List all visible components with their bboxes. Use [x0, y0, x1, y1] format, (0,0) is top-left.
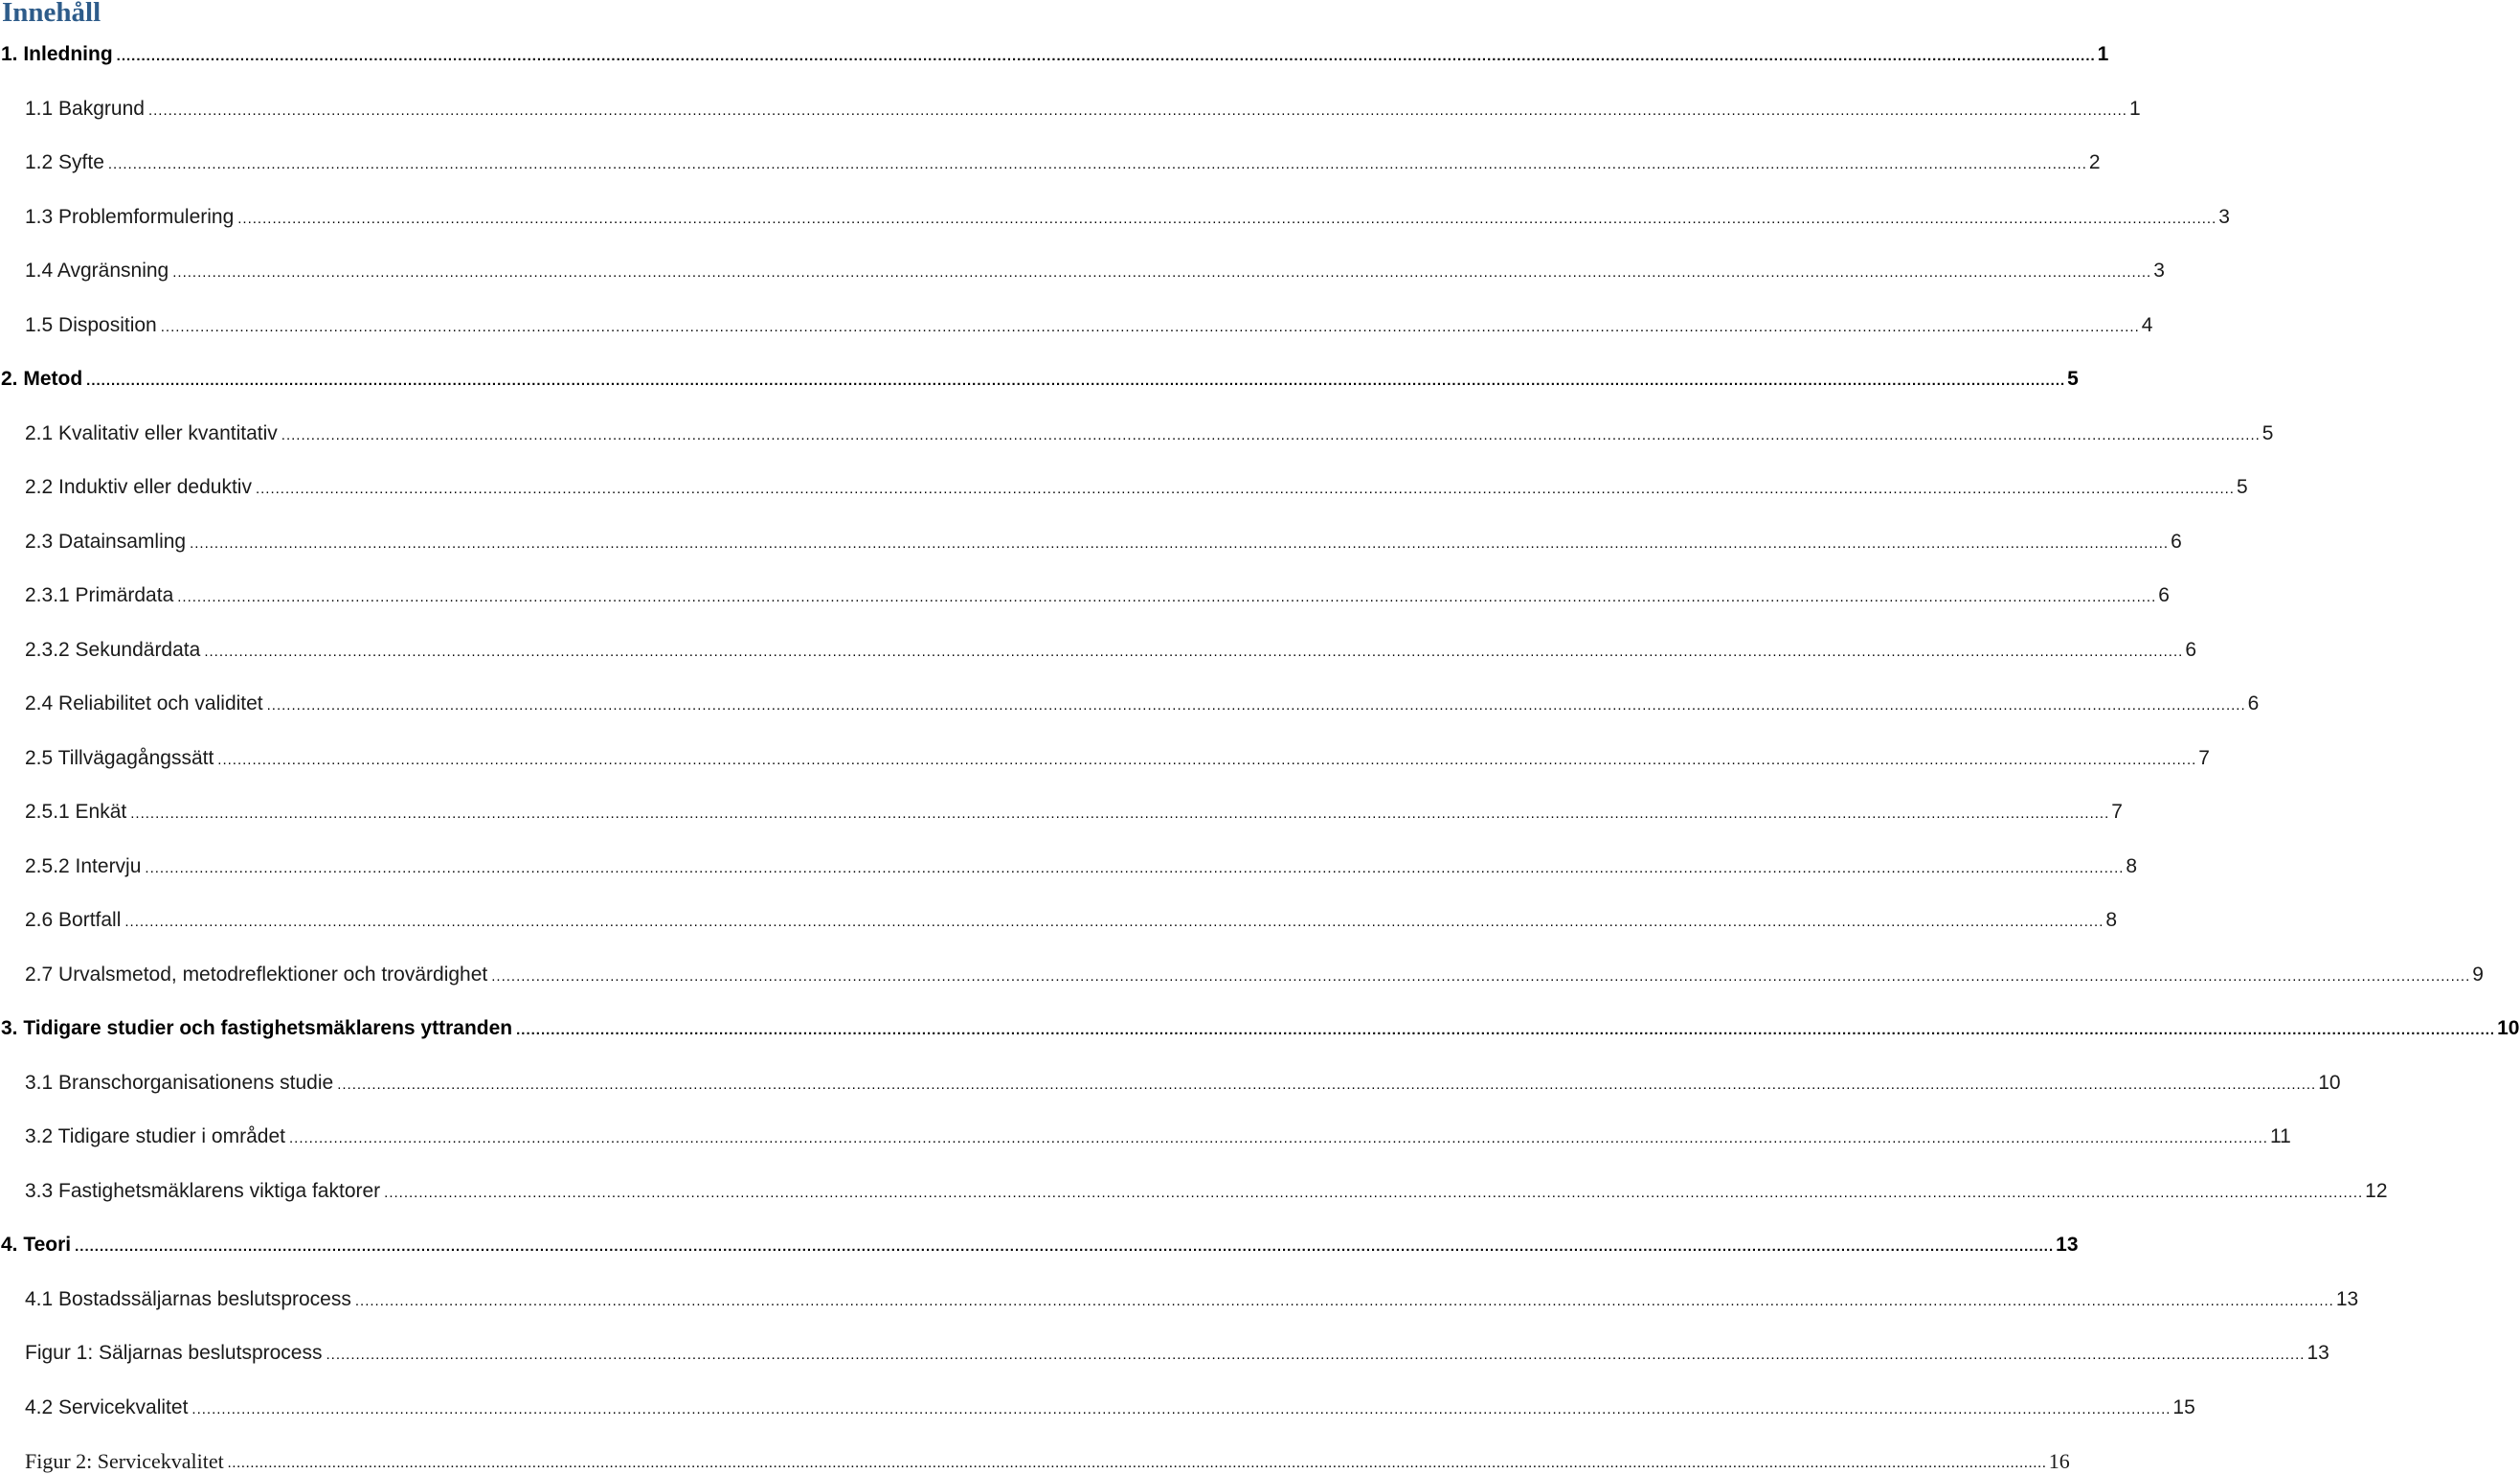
toc-entry-label: 1. Inledning: [1, 43, 113, 65]
toc-entry-page-number: 5: [2236, 476, 2248, 498]
toc-entry-page-number: 7: [2198, 746, 2210, 769]
toc-entry-page-number: 13: [2056, 1234, 2079, 1256]
toc-entry-page-number: 9: [2472, 963, 2484, 986]
toc-entry-label: 4.2 Servicekvalitet: [25, 1395, 189, 1418]
toc-dot-leader: ................................................................................................................................................................................................................................................................................................................................................................................................................: [107, 156, 2087, 172]
toc-dot-leader: ................................................................................................................................................................................................................................................................................................................................................................................................................: [255, 481, 2235, 497]
toc-dot-leader: ................................................................................................................................................................................................................................................................................................................................................................................................................: [227, 1456, 2047, 1471]
toc-entry[interactable]: [0, 469, 2248, 500]
toc-entry-page-number: 13: [2335, 1287, 2359, 1310]
toc-entry-label: 4.1 Bostadssäljarnas beslutsprocess: [25, 1287, 351, 1310]
toc-entry-page-number: 7: [2111, 801, 2123, 823]
toc-dot-leader: ................................................................................................................................................................................................................................................................................................................................................................................................................: [237, 210, 2217, 227]
toc-entry-page-number: 15: [2172, 1395, 2195, 1418]
toc-dot-leader: ................................................................................................................................................................................................................................................................................................................................................................................................................: [281, 426, 2261, 443]
toc-entry[interactable]: [0, 902, 2118, 933]
toc-entry[interactable]: [0, 686, 2260, 716]
toc-dot-leader: ................................................................................................................................................................................................................................................................................................................................................................................................................: [124, 914, 2104, 930]
toc-entry[interactable]: [0, 524, 2182, 555]
toc-entry[interactable]: [0, 416, 2274, 446]
toc-entry-page-number: 8: [2105, 909, 2118, 931]
toc-dot-leader: ................................................................................................................................................................................................................................................................................................................................................................................................................: [160, 318, 2140, 335]
toc-entry-page-number: 13: [2306, 1342, 2329, 1364]
toc-entry[interactable]: [0, 1065, 2341, 1096]
toc-entry[interactable]: [0, 199, 2230, 230]
toc-entry-label: 1.1 Bakgrund: [25, 97, 145, 120]
toc-entry-label: 2.4 Reliabilitet och validitet: [25, 692, 263, 714]
toc-dot-leader: ................................................................................................................................................................................................................................................................................................................................................................................................................: [130, 805, 2110, 822]
toc-dot-leader: ................................................................................................................................................................................................................................................................................................................................................................................................................: [491, 967, 2471, 985]
toc-dot-leader: ................................................................................................................................................................................................................................................................................................................................................................................................................: [204, 643, 2184, 660]
toc-entry-page-number: 5: [2067, 368, 2079, 390]
toc-entry[interactable]: [0, 1443, 2070, 1474]
toc-entry-label: 1.5 Disposition: [25, 313, 157, 336]
toc-entry-page-number: 3: [2153, 260, 2165, 282]
toc-entry-label: 1.4 Avgränsning: [25, 260, 169, 282]
toc-entry[interactable]: [0, 1119, 2291, 1149]
toc-entry[interactable]: [0, 307, 2153, 338]
toc-entry-page-number: 10: [2318, 1071, 2341, 1094]
toc-entry-page-number: 10: [2497, 1017, 2520, 1039]
toc-entry-label: 2.5.1 Enkät: [25, 801, 127, 823]
toc-entry[interactable]: [0, 145, 2101, 175]
toc-entry-label: 2.3 Datainsamling: [25, 530, 187, 553]
toc-entry-label: 3.2 Tidigare studier i området: [25, 1125, 285, 1147]
toc-entry-label: Figur 1: Säljarnas beslutsprocess: [25, 1342, 323, 1364]
toc-entry-label: 3.1 Branschorganisationens studie: [25, 1071, 334, 1094]
toc-entry[interactable]: [0, 1010, 2520, 1041]
toc-entry[interactable]: [0, 1227, 2079, 1258]
toc-entry-label: 2.5.2 Intervju: [25, 854, 142, 877]
toc-entry[interactable]: [0, 1173, 2388, 1204]
toc-entry[interactable]: [0, 253, 2165, 283]
toc-entry-label: 1.3 Problemformulering: [25, 205, 235, 228]
toc-entry[interactable]: [0, 957, 2484, 987]
toc-entry-page-number: 6: [2185, 638, 2196, 661]
toc-dot-leader: ................................................................................................................................................................................................................................................................................................................................................................................................................: [145, 859, 2125, 876]
toc-entry[interactable]: [0, 1281, 2359, 1312]
toc-entry-label: 2.5 Tillvägagångssätt: [25, 746, 214, 769]
toc-dot-leader: ................................................................................................................................................................................................................................................................................................................................................................................................................: [337, 1076, 2317, 1093]
toc-dot-leader: ................................................................................................................................................................................................................................................................................................................................................................................................................: [190, 534, 2170, 552]
toc-entry[interactable]: [0, 91, 2141, 122]
toc-dot-leader: ................................................................................................................................................................................................................................................................................................................................................................................................................: [266, 697, 2246, 714]
toc-entry[interactable]: [0, 578, 2170, 608]
toc-entry[interactable]: [0, 361, 2079, 392]
toc-entry[interactable]: [0, 794, 2123, 825]
toc-entry-label: 2.1 Kvalitativ eller kvantitativ: [25, 421, 278, 444]
toc-dot-leader: ................................................................................................................................................................................................................................................................................................................................................................................................................: [354, 1292, 2334, 1309]
toc-dot-leader: ................................................................................................................................................................................................................................................................................................................................................................................................................: [86, 373, 2066, 389]
toc-dot-leader: ................................................................................................................................................................................................................................................................................................................................................................................................................: [384, 1184, 2364, 1201]
toc-entry-label: 3.3 Fastighetsmäklarens viktiga faktorer: [25, 1179, 381, 1202]
toc-dot-leader: ................................................................................................................................................................................................................................................................................................................................................................................................................: [172, 264, 2152, 281]
toc-dot-leader: ................................................................................................................................................................................................................................................................................................................................................................................................................: [326, 1347, 2306, 1363]
toc-entry-page-number: 3: [2218, 205, 2230, 228]
toc-entry-label: 1.2 Syfte: [25, 151, 104, 173]
toc-entry-page-number: 1: [2097, 43, 2109, 65]
toc-dot-leader: ................................................................................................................................................................................................................................................................................................................................................................................................................: [75, 1238, 2055, 1255]
toc-entry-label: 2.3.2 Sekundärdata: [25, 638, 201, 661]
toc-entry-page-number: 2: [2088, 151, 2101, 173]
toc-entry-label: 2.3.1 Primärdata: [25, 584, 174, 606]
toc-entry-page-number: 6: [2247, 692, 2260, 714]
toc-entry-label: 2.7 Urvalsmetod, metodreflektioner och trovärdighet: [25, 963, 488, 986]
toc-entry-label: 3. Tidigare studier och fastighetsmäklarens yttranden: [1, 1017, 513, 1039]
toc-entry-page-number: 6: [2158, 584, 2170, 606]
toc-dot-leader: ................................................................................................................................................................................................................................................................................................................................................................................................................: [217, 751, 2197, 768]
toc-entry-page-number: 16: [2048, 1449, 2070, 1473]
toc-dot-leader: ................................................................................................................................................................................................................................................................................................................................................................................................................: [177, 589, 2157, 605]
toc-entry-page-number: 1: [2128, 97, 2141, 120]
toc-dot-leader: ................................................................................................................................................................................................................................................................................................................................................................................................................: [147, 102, 2127, 119]
toc-entry[interactable]: [0, 1390, 2195, 1420]
page-title: Innehåll: [2, 0, 101, 28]
toc-entry-label: Figur 2: Servicekvalitet: [25, 1449, 224, 1473]
toc-entry-page-number: 11: [2269, 1125, 2291, 1147]
toc-entry-page-number: 12: [2365, 1179, 2388, 1202]
toc-entry-page-number: 6: [2171, 530, 2182, 553]
toc-entry[interactable]: [0, 849, 2138, 879]
toc-entry[interactable]: [0, 632, 2196, 663]
toc-dot-leader: ................................................................................................................................................................................................................................................................................................................................................................................................................: [288, 1130, 2268, 1146]
toc-dot-leader: ................................................................................................................................................................................................................................................................................................................................................................................................................: [116, 48, 2096, 64]
toc-entry-label: 4. Teori: [1, 1234, 72, 1256]
toc-entry[interactable]: [0, 36, 2109, 67]
toc-entry-page-number: 4: [2141, 313, 2153, 336]
toc-entry-label: 2. Metod: [1, 368, 83, 390]
toc-entry-page-number: 8: [2126, 854, 2138, 877]
toc-entry-page-number: 5: [2261, 421, 2274, 444]
toc-entry[interactable]: [0, 1335, 2329, 1366]
toc-dot-leader: ................................................................................................................................................................................................................................................................................................................................................................................................................: [191, 1400, 2171, 1417]
toc-dot-leader: ................................................................................................................................................................................................................................................................................................................................................................................................................: [516, 1022, 2496, 1038]
toc-entry-label: 2.6 Bortfall: [25, 909, 122, 931]
toc-entry[interactable]: [0, 740, 2210, 771]
toc-entry-label: 2.2 Induktiv eller deduktiv: [25, 476, 252, 498]
